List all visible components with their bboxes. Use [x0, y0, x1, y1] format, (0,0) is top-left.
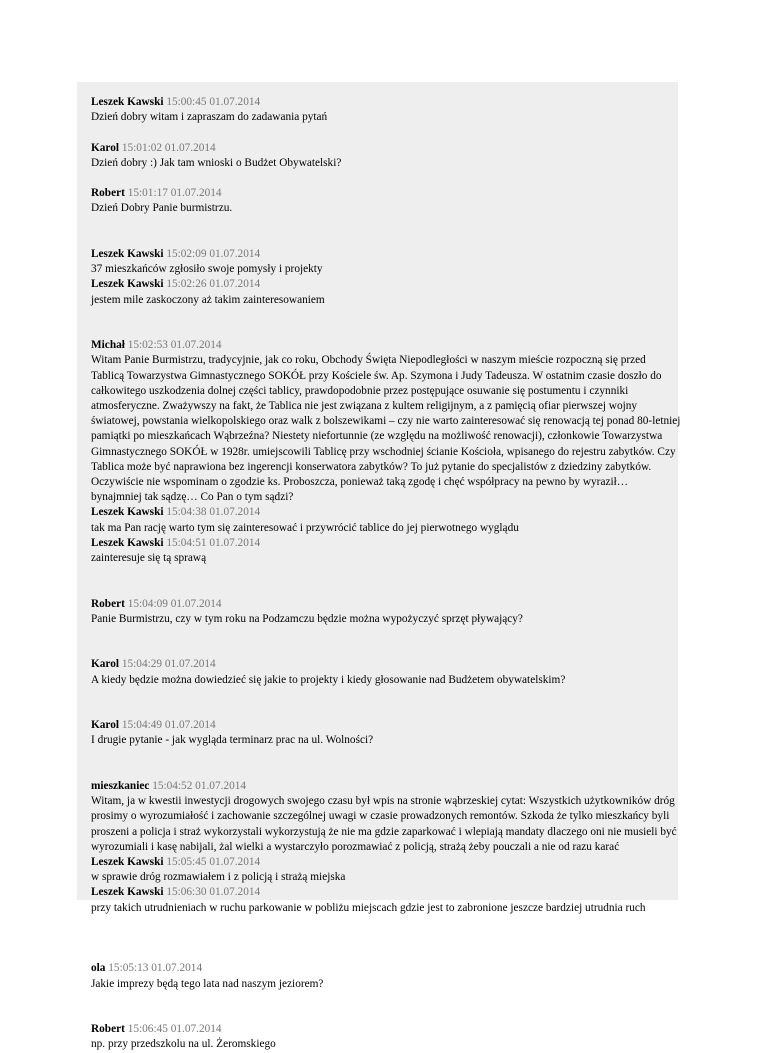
chat-message — [91, 338, 681, 505]
message-header — [91, 597, 681, 612]
message-header — [91, 277, 681, 292]
message-author: Michał — [91, 339, 125, 352]
message-block — [91, 657, 681, 687]
message-timestamp: 15:02:53 01.07.2014 — [127, 339, 222, 352]
message-block — [91, 779, 681, 916]
chat-message — [91, 536, 681, 566]
chat-message — [91, 141, 681, 171]
message-author: Karol — [91, 658, 120, 671]
message-text: Witam, ja w kwestii inwestycji drogowych swojego czasu był wpis na stronie wąbrzeskiej cytat: Wszystkich użytkowników dróg prosimy o wyrozumiałość i zachowanie szczególnej uwagi w czasie prowadzonych remontów. Szkoda że tylko mieszkańcy byli proszeni a policja i straż wykorzystali wykorzystują że nie ma gdzie zaparkować i wlepiają mandaty dlaczego oni nie musieli być wyrozumiali i kasę nabijali, żal wielki a wystarczyło porozmawiać z policją, strażą żeby pouczali a nie od razu karać — [91, 795, 677, 853]
message-text: zainteresuje się tą sprawą — [91, 552, 207, 565]
message-text: przy takich utrudnieniach w ruchu parkowanie w pobliżu miejscach gdzie jest to zabronione jeszcze bardziej utrudnia ruch — [91, 901, 646, 914]
message-text: Dzień dobry witam i zapraszam do zadawania pytań — [91, 111, 328, 124]
message-header — [91, 141, 681, 156]
message-author: Leszek Kawski — [91, 856, 164, 869]
chat-message — [91, 855, 681, 885]
message-block — [91, 718, 681, 748]
message-text: tak ma Pan rację warto tym się zainteresować i przywrócić tablice do jej pierwotnego wyglądu — [91, 521, 519, 534]
chat-message — [91, 718, 681, 748]
message-header — [91, 505, 681, 520]
message-timestamp: 15:02:26 01.07.2014 — [166, 278, 261, 291]
message-header — [91, 247, 681, 262]
message-timestamp: 15:04:09 01.07.2014 — [127, 597, 222, 610]
message-text: w sprawie dróg rozmawiałem i z policją i strażą miejska — [91, 871, 346, 884]
message-text: np. przy przedszkolu na ul. Żeromskiego — [91, 1038, 276, 1051]
chat-message — [91, 597, 681, 627]
message-text: Dzień dobry :) Jak tam wnioski o Budżet Obywatelski? — [91, 156, 342, 169]
message-block — [91, 247, 681, 308]
message-timestamp: 15:06:30 01.07.2014 — [166, 886, 261, 899]
message-author: Leszek Kawski — [91, 278, 164, 291]
chat-message — [91, 779, 681, 855]
message-text: jestem mile zaskoczony aż takim zainteresowaniem — [91, 293, 325, 306]
message-header — [91, 186, 681, 201]
message-header — [91, 338, 681, 353]
chat-message — [91, 277, 681, 307]
message-author: Leszek Kawski — [91, 536, 164, 549]
chat-message — [91, 1022, 681, 1052]
message-header — [91, 657, 681, 672]
message-block — [91, 597, 681, 627]
message-text: Panie Burmistrzu, czy w tym roku na Podzamczu będzie można wypożyczyć sprzęt pływający? — [91, 612, 523, 625]
message-header — [91, 855, 681, 870]
message-timestamp: 15:01:17 01.07.2014 — [127, 187, 222, 200]
message-author: Leszek Kawski — [91, 247, 164, 260]
message-timestamp: 15:04:52 01.07.2014 — [152, 780, 247, 793]
chat-transcript — [91, 95, 681, 1053]
message-timestamp: 15:00:45 01.07.2014 — [166, 96, 261, 108]
message-text: Dzień Dobry Panie burmistrzu. — [91, 202, 233, 215]
message-timestamp: 15:05:45 01.07.2014 — [166, 856, 261, 869]
message-author: Robert — [91, 1023, 125, 1036]
message-text: I drugie pytanie - jak wygląda terminarz prac na ul. Wolności? — [91, 734, 374, 747]
message-timestamp: 15:04:29 01.07.2014 — [121, 658, 216, 671]
message-author: Leszek Kawski — [91, 96, 164, 108]
chat-message — [91, 657, 681, 687]
message-text: Jakie imprezy będą tego lata nad naszym jeziorem? — [91, 977, 324, 990]
message-timestamp: 15:06:45 01.07.2014 — [127, 1023, 222, 1036]
message-author: Karol — [91, 719, 120, 732]
chat-message — [91, 885, 681, 915]
message-author: mieszkaniec — [91, 780, 150, 793]
message-author: Robert — [91, 187, 125, 200]
message-block — [91, 1022, 681, 1052]
message-author: ola — [91, 962, 106, 975]
message-header — [91, 961, 681, 976]
message-author: Leszek Kawski — [91, 886, 164, 899]
message-timestamp: 15:04:51 01.07.2014 — [166, 536, 261, 549]
document-page — [77, 82, 681, 1051]
message-header — [91, 779, 681, 794]
message-header — [91, 536, 681, 551]
message-author: Karol — [91, 141, 120, 154]
message-header — [91, 718, 681, 733]
message-header — [91, 1022, 681, 1037]
message-author: Robert — [91, 597, 125, 610]
message-timestamp: 15:05:13 01.07.2014 — [108, 962, 203, 975]
message-text: Witam Panie Burmistrzu, tradycyjnie, jak co roku, Obchody Święta Niepodległości w naszym mieście rozpoczną się przed Tablicą Towarzystwa Gimnastycznego SOKÓŁ przy Kościele św. Ap. Szymona i Judy Tadeusza. W ostatnim czasie doszło do całkowitego uszkodzenia dolnej części tablicy, prawdopodobnie przez postępujące osuwanie się postumentu i czynniki atmosferyczne. Zważywszy na fakt, że Tablica nie jest związana z kultem religijnym, a z pamięcią ofiar pierwszej wojny światowej, powstania wielkopolskiego oraz walk z bolszewikami – czy nie warto zainteresować się renowacją tej ponad 80-letniej pamiątki po mieszkańcach Wąbrzeźna? Niestety niefortunnie (ze względu na możliwość renowacji), członkowie Towarzystwa Gimnastycznego SOKÓŁ w 1928r. umiejscowili Tablicę przy wschodniej ścianie Kościoła, wpisanego do rejestru zabytków. Czy Tablica może być naprawiona bez ingerencji konserwatora zabytków? To już pytanie do specjalistów z dziedziny zabytków. Oczywiście nie wspominam o zgodzie ks. Proboszcza, ponieważ taką zgodę i chęć współpracy na pewno by wyraził… bynajmniej tak sądzę… Co Pan o tym sądzi? — [91, 354, 681, 504]
message-block — [91, 141, 681, 171]
message-author: Leszek Kawski — [91, 506, 164, 519]
message-text: 37 mieszkańców zgłosiło swoje pomysły i projekty — [91, 263, 323, 276]
chat-message — [91, 961, 681, 991]
message-block — [91, 95, 681, 125]
message-header — [91, 95, 681, 110]
message-timestamp: 15:04:49 01.07.2014 — [121, 719, 216, 732]
message-block — [91, 186, 681, 216]
chat-message — [91, 247, 681, 277]
message-timestamp: 15:01:02 01.07.2014 — [121, 141, 216, 154]
message-timestamp: 15:04:38 01.07.2014 — [166, 506, 261, 519]
message-block — [91, 961, 681, 991]
message-timestamp: 15:02:09 01.07.2014 — [166, 247, 261, 260]
chat-message — [91, 95, 681, 125]
chat-message — [91, 505, 681, 535]
message-header — [91, 885, 681, 900]
chat-message — [91, 186, 681, 216]
message-block — [91, 338, 681, 566]
message-text: A kiedy będzie można dowiedzieć się jakie to projekty i kiedy głosowanie nad Budżetem obywatelskim? — [91, 673, 566, 686]
